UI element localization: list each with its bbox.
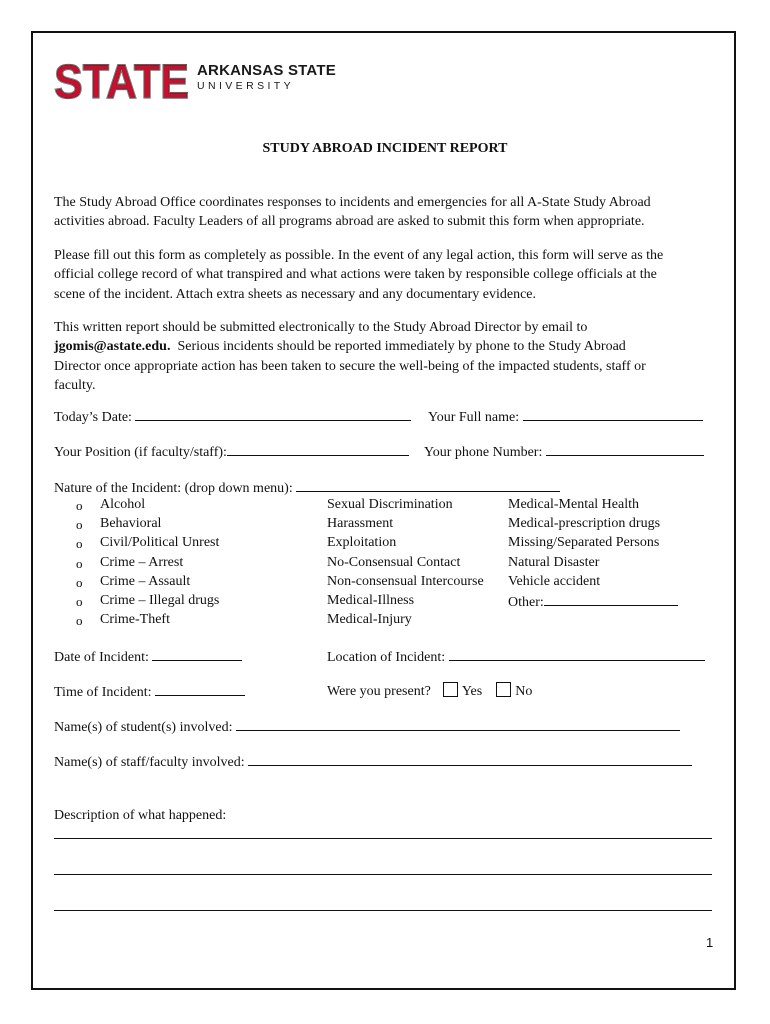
description-line[interactable] — [54, 838, 712, 839]
phone-input[interactable] — [546, 443, 704, 456]
students-input[interactable] — [236, 718, 680, 731]
incident-option[interactable]: Vehicle accident — [508, 574, 601, 589]
intro-paragraph-1 — [54, 193, 719, 232]
incident-option[interactable]: Medical-Illness — [327, 593, 415, 608]
page-title: STUDY ABROAD INCIDENT REPORT — [262, 141, 508, 156]
text-line: faculty. — [54, 377, 96, 393]
position-field[interactable] — [54, 443, 409, 461]
nature-field[interactable] — [54, 479, 560, 497]
incident-option[interactable]: Medical-Injury — [327, 612, 412, 627]
incident-option[interactable]: Crime – Illegal drugs — [100, 593, 220, 608]
date-of-incident-field[interactable] — [54, 648, 242, 666]
full-name-label: Your Full name: — [428, 410, 520, 425]
text-line: Please fill out this form as completely as possible. In the event of any legal action, this form will serve as the — [54, 248, 664, 263]
text-line: activities abroad. Faculty Leaders of all programs abroad are asked to submit this form when appropriate. — [54, 214, 645, 230]
bullet-icon: o — [76, 594, 83, 609]
position-label: Your Position (if faculty/staff): — [54, 445, 227, 460]
astate-logo — [54, 52, 189, 102]
todays-date-field[interactable] — [54, 408, 411, 426]
todays-date-input[interactable] — [135, 408, 411, 421]
text-line: The Study Abroad Office coordinates responses to incidents and emergencies for all A-State Study Abroad — [54, 195, 651, 210]
time-of-incident-field[interactable] — [54, 683, 245, 701]
text-line: Director once appropriate action has been taken to secure the well-being of the impacted students, staff or — [54, 358, 646, 374]
university-name: ARKANSAS STATE — [197, 62, 336, 79]
location-field[interactable] — [327, 648, 705, 666]
incident-option[interactable]: Behavioral — [100, 516, 162, 531]
bullet-icon: o — [76, 517, 83, 532]
phone-label: Your phone Number: — [424, 445, 543, 460]
description-label: Description of what happened: — [54, 808, 227, 823]
date-of-incident-input[interactable] — [152, 648, 242, 661]
location-label: Location of Incident: — [327, 650, 446, 665]
date-of-incident-label: Date of Incident: — [54, 650, 149, 665]
no-label: No — [515, 684, 533, 699]
bullet-icon: o — [76, 498, 83, 513]
intro-paragraph-2 — [54, 246, 719, 304]
yes-checkbox[interactable] — [443, 682, 458, 697]
staff-input[interactable] — [248, 753, 692, 766]
present-label: Were you present? — [327, 684, 431, 699]
text-line: official college record of what transpired and what actions were taken by responsible college officials at the — [54, 267, 657, 283]
incident-option[interactable]: Alcohol — [100, 497, 146, 512]
staff-field[interactable] — [54, 753, 692, 771]
email-link[interactable]: jgomis@astate.edu. — [54, 339, 171, 355]
text-line: scene of the incident. Attach extra sheets as necessary and any documentary evidence. — [54, 286, 537, 302]
present-field — [327, 682, 532, 700]
staff-label: Name(s) of staff/faculty involved: — [54, 755, 245, 770]
bullet-icon: o — [76, 536, 83, 551]
other-option[interactable] — [508, 593, 678, 611]
other-label: Other: — [508, 595, 544, 610]
incident-option[interactable]: Crime – Assault — [100, 574, 191, 589]
incident-option[interactable]: Civil/Political Unrest — [100, 535, 220, 550]
incident-option[interactable]: Natural Disaster — [508, 555, 600, 570]
todays-date-label: Today’s Date: — [54, 410, 132, 425]
university-subtitle: UNIVERSITY — [197, 80, 295, 92]
incident-option[interactable]: Medical-prescription drugs — [508, 516, 661, 531]
time-of-incident-label: Time of Incident: — [54, 685, 152, 700]
incident-option[interactable]: Missing/Separated Persons — [508, 535, 660, 550]
incident-option[interactable]: Non-consensual Intercourse — [327, 574, 484, 589]
svg-text:STATE: STATE — [54, 56, 189, 102]
bullet-icon: o — [76, 613, 83, 628]
no-checkbox[interactable] — [496, 682, 511, 697]
incident-option[interactable]: Exploitation — [327, 535, 397, 550]
incident-option[interactable]: Crime-Theft — [100, 612, 170, 627]
text-line — [54, 337, 719, 356]
incident-option[interactable]: No-Consensual Contact — [327, 555, 461, 570]
incident-option[interactable]: Medical-Mental Health — [508, 497, 640, 512]
students-field[interactable] — [54, 718, 680, 736]
other-input[interactable] — [544, 593, 678, 606]
nature-label: Nature of the Incident: (drop down menu): — [54, 481, 293, 496]
bullet-icon: o — [76, 556, 83, 571]
text-line-rest: Serious incidents should be reported immediately by phone to the Study Abroad — [170, 339, 626, 355]
incident-option[interactable]: Crime – Arrest — [100, 555, 184, 570]
description-line[interactable] — [54, 910, 712, 911]
incident-option[interactable]: Sexual Discrimination — [327, 497, 453, 512]
full-name-field[interactable] — [428, 408, 703, 426]
text-line: This written report should be submitted electronically to the Study Abroad Director by email to — [54, 320, 588, 335]
bullet-icon: o — [76, 575, 83, 590]
full-name-input[interactable] — [523, 408, 703, 421]
intro-paragraph-3 — [54, 318, 719, 395]
incident-option[interactable]: Harassment — [327, 516, 394, 531]
location-input[interactable] — [449, 648, 705, 661]
svg-text:STATE: STATE — [54, 56, 189, 102]
yes-label: Yes — [461, 684, 483, 699]
page-number: 1 — [706, 935, 714, 950]
position-input[interactable] — [227, 443, 409, 456]
description-line[interactable] — [54, 874, 712, 875]
time-of-incident-input[interactable] — [155, 683, 245, 696]
nature-dropdown[interactable] — [296, 479, 560, 492]
phone-field[interactable] — [424, 443, 704, 461]
students-label: Name(s) of student(s) involved: — [54, 720, 233, 735]
